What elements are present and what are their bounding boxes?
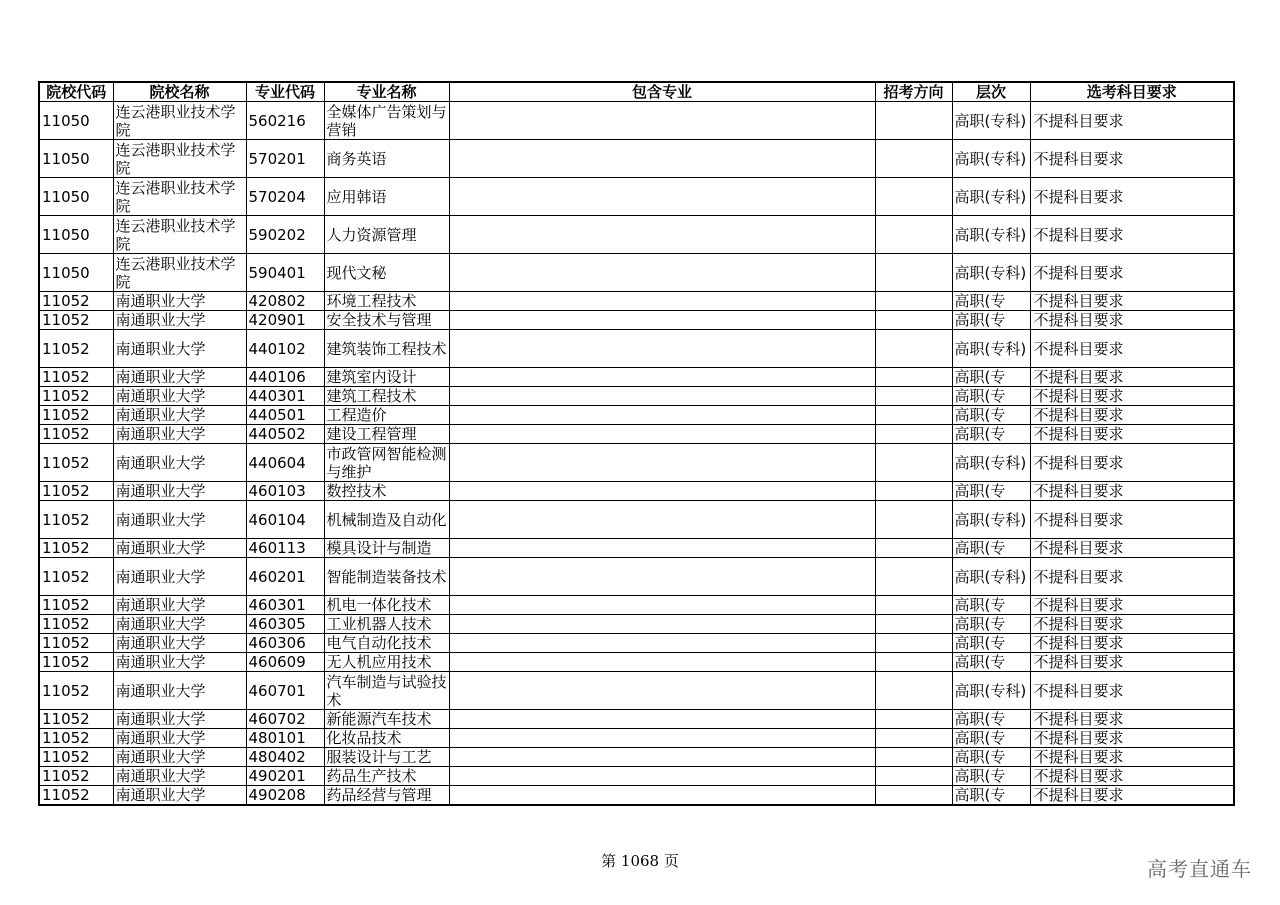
cell-subject-requirement: 不提科目要求: [1030, 615, 1234, 634]
cell-included-majors: [449, 368, 875, 387]
cell-school-name: 南通职业大学: [113, 653, 246, 672]
cell-direction: [875, 387, 952, 406]
header-subject-requirement: 选考科目要求: [1030, 82, 1234, 102]
table-row: [39, 311, 1234, 330]
cell-direction: [875, 216, 952, 254]
table-row: [39, 615, 1234, 634]
cell-major-name: 智能制造装备技术: [324, 558, 449, 596]
cell-major-name: 药品生产技术: [324, 767, 449, 786]
cell-school-name: 南通职业大学: [113, 596, 246, 615]
cell-included-majors: [449, 178, 875, 216]
cell-major-code: 490208: [246, 786, 324, 806]
cell-included-majors: [449, 539, 875, 558]
cell-major-code: 460201: [246, 558, 324, 596]
table-row: [39, 634, 1234, 653]
cell-school-name: 南通职业大学: [113, 615, 246, 634]
cell-subject-requirement: 不提科目要求: [1030, 292, 1234, 311]
table-body: [39, 102, 1234, 806]
cell-major-name: 商务英语: [324, 140, 449, 178]
cell-subject-requirement: 不提科目要求: [1030, 786, 1234, 806]
table-row: [39, 292, 1234, 311]
table-row: [39, 368, 1234, 387]
cell-school-name: 南通职业大学: [113, 444, 246, 482]
cell-major-code: 440102: [246, 330, 324, 368]
cell-direction: [875, 615, 952, 634]
cell-subject-requirement: 不提科目要求: [1030, 387, 1234, 406]
header-direction: 招考方向: [875, 82, 952, 102]
cell-direction: [875, 292, 952, 311]
header-major-name: 专业名称: [324, 82, 449, 102]
cell-school-name: 南通职业大学: [113, 767, 246, 786]
cell-major-code: 420802: [246, 292, 324, 311]
cell-school-code: 11052: [39, 729, 113, 748]
table-row: [39, 482, 1234, 501]
table-row: [39, 672, 1234, 710]
cell-major-code: 440301: [246, 387, 324, 406]
cell-major-code: 570201: [246, 140, 324, 178]
cell-subject-requirement: 不提科目要求: [1030, 501, 1234, 539]
table-row: [39, 387, 1234, 406]
cell-school-code: 11052: [39, 558, 113, 596]
page-number: 第 1068 页: [601, 852, 679, 870]
cell-subject-requirement: 不提科目要求: [1030, 311, 1234, 330]
cell-included-majors: [449, 311, 875, 330]
cell-level: 高职(专: [952, 539, 1030, 558]
cell-level: 高职(专: [952, 767, 1030, 786]
table-row: [39, 216, 1234, 254]
table-row: [39, 767, 1234, 786]
cell-subject-requirement: 不提科目要求: [1030, 558, 1234, 596]
cell-major-code: 460702: [246, 710, 324, 729]
cell-major-name: 机械制造及自动化: [324, 501, 449, 539]
cell-school-code: 11052: [39, 653, 113, 672]
admission-table: [38, 81, 1235, 806]
cell-school-name: 南通职业大学: [113, 501, 246, 539]
cell-school-code: 11052: [39, 387, 113, 406]
cell-major-name: 汽车制造与试验技术: [324, 672, 449, 710]
cell-direction: [875, 140, 952, 178]
cell-included-majors: [449, 596, 875, 615]
cell-major-code: 460113: [246, 539, 324, 558]
cell-direction: [875, 672, 952, 710]
cell-subject-requirement: 不提科目要求: [1030, 178, 1234, 216]
cell-included-majors: [449, 615, 875, 634]
cell-major-code: 570204: [246, 178, 324, 216]
cell-subject-requirement: 不提科目要求: [1030, 102, 1234, 140]
cell-direction: [875, 254, 952, 292]
cell-level: 高职(专: [952, 387, 1030, 406]
cell-school-code: 11052: [39, 330, 113, 368]
cell-school-code: 11050: [39, 254, 113, 292]
table-row: [39, 140, 1234, 178]
cell-level: 高职(专: [952, 748, 1030, 767]
cell-school-name: 南通职业大学: [113, 292, 246, 311]
cell-subject-requirement: 不提科目要求: [1030, 368, 1234, 387]
cell-direction: [875, 178, 952, 216]
cell-major-name: 市政管网智能检测与维护: [324, 444, 449, 482]
cell-direction: [875, 406, 952, 425]
cell-major-name: 建筑室内设计: [324, 368, 449, 387]
cell-level: 高职(专科): [952, 140, 1030, 178]
cell-included-majors: [449, 330, 875, 368]
table-row: [39, 425, 1234, 444]
cell-level: 高职(专: [952, 368, 1030, 387]
cell-included-majors: [449, 482, 875, 501]
cell-direction: [875, 596, 952, 615]
cell-major-name: 建设工程管理: [324, 425, 449, 444]
cell-school-code: 11052: [39, 748, 113, 767]
cell-school-name: 南通职业大学: [113, 406, 246, 425]
cell-school-code: 11052: [39, 539, 113, 558]
cell-direction: [875, 653, 952, 672]
cell-school-code: 11052: [39, 406, 113, 425]
cell-school-code: 11052: [39, 710, 113, 729]
cell-major-name: 建筑装饰工程技术: [324, 330, 449, 368]
cell-major-name: 模具设计与制造: [324, 539, 449, 558]
cell-direction: [875, 102, 952, 140]
cell-major-code: 460306: [246, 634, 324, 653]
cell-subject-requirement: 不提科目要求: [1030, 444, 1234, 482]
cell-major-code: 440604: [246, 444, 324, 482]
cell-major-name: 无人机应用技术: [324, 653, 449, 672]
cell-subject-requirement: 不提科目要求: [1030, 425, 1234, 444]
cell-major-code: 590401: [246, 254, 324, 292]
table-row: [39, 102, 1234, 140]
cell-included-majors: [449, 444, 875, 482]
cell-school-code: 11052: [39, 425, 113, 444]
cell-level: 高职(专: [952, 710, 1030, 729]
cell-school-name: 连云港职业技术学院: [113, 102, 246, 140]
cell-major-name: 建筑工程技术: [324, 387, 449, 406]
header-included-majors: 包含专业: [449, 82, 875, 102]
cell-major-name: 化妆品技术: [324, 729, 449, 748]
cell-level: 高职(专科): [952, 330, 1030, 368]
cell-school-code: 11050: [39, 216, 113, 254]
cell-direction: [875, 482, 952, 501]
cell-included-majors: [449, 425, 875, 444]
table-row: [39, 653, 1234, 672]
header-school-name: 院校名称: [113, 82, 246, 102]
cell-subject-requirement: 不提科目要求: [1030, 596, 1234, 615]
table-row: [39, 710, 1234, 729]
cell-school-code: 11052: [39, 634, 113, 653]
cell-subject-requirement: 不提科目要求: [1030, 672, 1234, 710]
cell-school-code: 11052: [39, 368, 113, 387]
cell-subject-requirement: 不提科目要求: [1030, 767, 1234, 786]
cell-level: 高职(专科): [952, 558, 1030, 596]
cell-major-code: 440106: [246, 368, 324, 387]
cell-level: 高职(专: [952, 292, 1030, 311]
table-row: [39, 254, 1234, 292]
cell-school-code: 11052: [39, 482, 113, 501]
cell-school-code: 11052: [39, 615, 113, 634]
cell-major-name: 安全技术与管理: [324, 311, 449, 330]
cell-included-majors: [449, 710, 875, 729]
table-row: [39, 444, 1234, 482]
cell-direction: [875, 786, 952, 806]
cell-school-name: 南通职业大学: [113, 387, 246, 406]
cell-school-name: 南通职业大学: [113, 634, 246, 653]
cell-major-name: 电气自动化技术: [324, 634, 449, 653]
cell-subject-requirement: 不提科目要求: [1030, 539, 1234, 558]
cell-major-code: 460609: [246, 653, 324, 672]
table-row: [39, 596, 1234, 615]
cell-major-name: 工业机器人技术: [324, 615, 449, 634]
cell-level: 高职(专: [952, 311, 1030, 330]
cell-included-majors: [449, 102, 875, 140]
cell-level: 高职(专: [952, 615, 1030, 634]
cell-included-majors: [449, 672, 875, 710]
cell-school-name: 连云港职业技术学院: [113, 178, 246, 216]
cell-included-majors: [449, 653, 875, 672]
cell-major-name: 服装设计与工艺: [324, 748, 449, 767]
cell-included-majors: [449, 387, 875, 406]
cell-school-code: 11052: [39, 672, 113, 710]
cell-school-code: 11050: [39, 140, 113, 178]
cell-school-name: 南通职业大学: [113, 368, 246, 387]
cell-level: 高职(专科): [952, 444, 1030, 482]
cell-major-code: 420901: [246, 311, 324, 330]
cell-level: 高职(专科): [952, 254, 1030, 292]
cell-included-majors: [449, 254, 875, 292]
cell-subject-requirement: 不提科目要求: [1030, 729, 1234, 748]
cell-major-code: 490201: [246, 767, 324, 786]
cell-major-name: 新能源汽车技术: [324, 710, 449, 729]
cell-direction: [875, 330, 952, 368]
cell-included-majors: [449, 748, 875, 767]
cell-direction: [875, 710, 952, 729]
cell-major-code: 460103: [246, 482, 324, 501]
table-row: [39, 729, 1234, 748]
cell-subject-requirement: 不提科目要求: [1030, 482, 1234, 501]
cell-school-name: 南通职业大学: [113, 330, 246, 368]
cell-subject-requirement: 不提科目要求: [1030, 710, 1234, 729]
cell-major-code: 460104: [246, 501, 324, 539]
cell-direction: [875, 311, 952, 330]
cell-level: 高职(专科): [952, 102, 1030, 140]
cell-subject-requirement: 不提科目要求: [1030, 634, 1234, 653]
cell-direction: [875, 368, 952, 387]
cell-level: 高职(专: [952, 482, 1030, 501]
cell-major-name: 药品经营与管理: [324, 786, 449, 806]
cell-level: 高职(专: [952, 786, 1030, 806]
cell-level: 高职(专科): [952, 178, 1030, 216]
cell-direction: [875, 501, 952, 539]
cell-major-name: 机电一体化技术: [324, 596, 449, 615]
cell-level: 高职(专科): [952, 672, 1030, 710]
cell-school-name: 南通职业大学: [113, 672, 246, 710]
cell-subject-requirement: 不提科目要求: [1030, 330, 1234, 368]
cell-direction: [875, 634, 952, 653]
cell-school-name: 南通职业大学: [113, 558, 246, 596]
cell-included-majors: [449, 558, 875, 596]
cell-school-name: 南通职业大学: [113, 786, 246, 806]
cell-direction: [875, 425, 952, 444]
cell-direction: [875, 729, 952, 748]
cell-level: 高职(专: [952, 653, 1030, 672]
cell-school-code: 11052: [39, 767, 113, 786]
cell-included-majors: [449, 767, 875, 786]
cell-included-majors: [449, 292, 875, 311]
cell-major-name: 人力资源管理: [324, 216, 449, 254]
cell-major-code: 440501: [246, 406, 324, 425]
cell-major-code: 440502: [246, 425, 324, 444]
cell-included-majors: [449, 216, 875, 254]
cell-major-code: 460701: [246, 672, 324, 710]
header-school-code: 院校代码: [39, 82, 113, 102]
table-row: [39, 406, 1234, 425]
cell-direction: [875, 539, 952, 558]
cell-level: 高职(专: [952, 729, 1030, 748]
cell-school-name: 南通职业大学: [113, 729, 246, 748]
cell-major-code: 480101: [246, 729, 324, 748]
cell-subject-requirement: 不提科目要求: [1030, 748, 1234, 767]
cell-school-name: 连云港职业技术学院: [113, 254, 246, 292]
cell-included-majors: [449, 501, 875, 539]
cell-major-name: 现代文秘: [324, 254, 449, 292]
cell-included-majors: [449, 634, 875, 653]
cell-school-code: 11052: [39, 596, 113, 615]
cell-school-code: 11050: [39, 102, 113, 140]
cell-school-name: 连云港职业技术学院: [113, 216, 246, 254]
cell-direction: [875, 444, 952, 482]
cell-major-code: 590202: [246, 216, 324, 254]
cell-subject-requirement: 不提科目要求: [1030, 254, 1234, 292]
cell-school-name: 南通职业大学: [113, 482, 246, 501]
cell-included-majors: [449, 406, 875, 425]
cell-school-name: 南通职业大学: [113, 311, 246, 330]
cell-school-name: 南通职业大学: [113, 710, 246, 729]
cell-school-code: 11052: [39, 786, 113, 806]
cell-school-code: 11052: [39, 311, 113, 330]
header-major-code: 专业代码: [246, 82, 324, 102]
cell-level: 高职(专科): [952, 501, 1030, 539]
watermark-text: 高考直通车: [1147, 857, 1252, 881]
cell-school-code: 11052: [39, 292, 113, 311]
cell-major-code: 560216: [246, 102, 324, 140]
cell-direction: [875, 748, 952, 767]
cell-included-majors: [449, 729, 875, 748]
header-level: 层次: [952, 82, 1030, 102]
cell-level: 高职(专科): [952, 216, 1030, 254]
cell-subject-requirement: 不提科目要求: [1030, 653, 1234, 672]
cell-level: 高职(专: [952, 425, 1030, 444]
cell-level: 高职(专: [952, 596, 1030, 615]
cell-direction: [875, 558, 952, 596]
cell-subject-requirement: 不提科目要求: [1030, 140, 1234, 178]
cell-major-code: 480402: [246, 748, 324, 767]
cell-major-name: 工程造价: [324, 406, 449, 425]
cell-direction: [875, 767, 952, 786]
header-row: [39, 82, 1234, 102]
table-row: [39, 748, 1234, 767]
cell-school-name: 南通职业大学: [113, 748, 246, 767]
cell-major-name: 环境工程技术: [324, 292, 449, 311]
cell-school-name: 南通职业大学: [113, 425, 246, 444]
cell-major-name: 应用韩语: [324, 178, 449, 216]
cell-level: 高职(专: [952, 406, 1030, 425]
cell-school-name: 连云港职业技术学院: [113, 140, 246, 178]
cell-level: 高职(专: [952, 634, 1030, 653]
table-row: [39, 786, 1234, 806]
table-row: [39, 178, 1234, 216]
cell-included-majors: [449, 786, 875, 806]
cell-major-code: 460301: [246, 596, 324, 615]
cell-school-name: 南通职业大学: [113, 539, 246, 558]
table-row: [39, 330, 1234, 368]
cell-major-name: 全媒体广告策划与营销: [324, 102, 449, 140]
cell-included-majors: [449, 140, 875, 178]
cell-school-code: 11052: [39, 501, 113, 539]
cell-school-code: 11052: [39, 444, 113, 482]
cell-school-code: 11050: [39, 178, 113, 216]
table-row: [39, 501, 1234, 539]
cell-major-name: 数控技术: [324, 482, 449, 501]
cell-subject-requirement: 不提科目要求: [1030, 216, 1234, 254]
cell-major-code: 460305: [246, 615, 324, 634]
table-row: [39, 558, 1234, 596]
cell-subject-requirement: 不提科目要求: [1030, 406, 1234, 425]
table-row: [39, 539, 1234, 558]
